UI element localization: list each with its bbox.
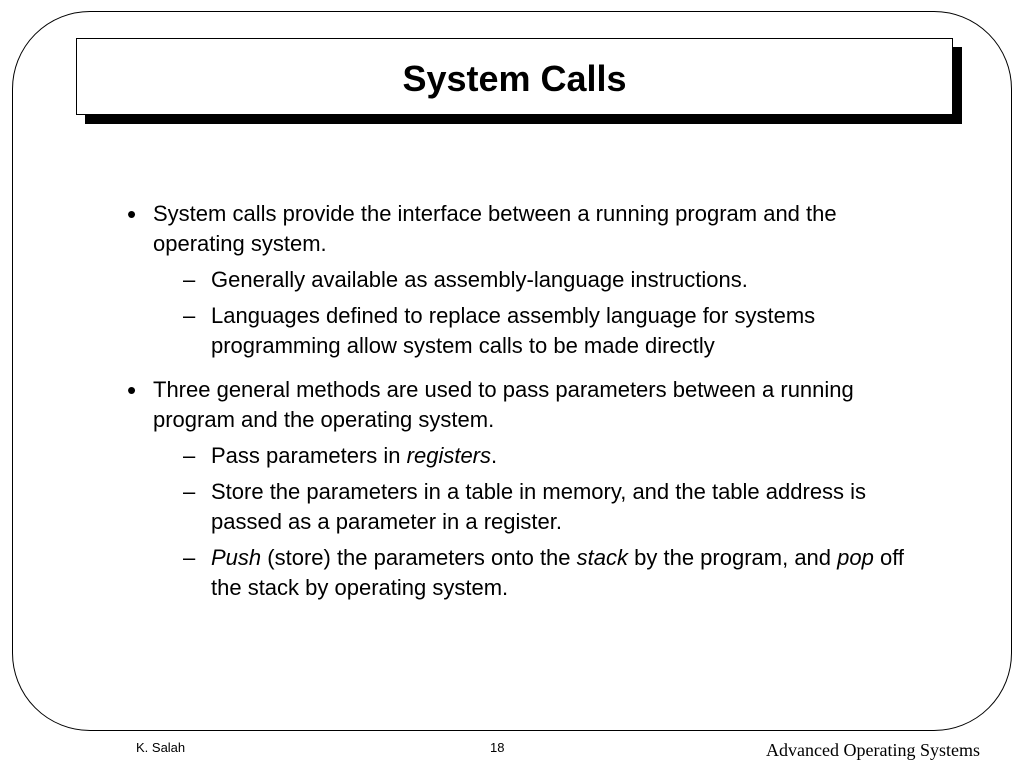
dash-icon: – [183,267,196,292]
sub-bullet-text: Languages defined to replace assembly language for systems programming allow system calls to be made directly [211,303,816,358]
sub-bullet-item [125,477,905,537]
bullet-item [125,199,905,259]
sub-bullet-item [125,265,905,295]
sub-bullet-text-emphasis: pop [837,545,874,570]
footer-author: K. Salah [136,740,186,755]
sub-bullet-text-part: Pass parameters in [211,443,407,468]
title-box [76,38,953,115]
dash-icon: – [183,303,196,328]
sub-bullet-text-emphasis: registers [406,443,491,468]
slide-title: System Calls [402,57,627,99]
dash-icon: – [183,479,196,504]
bullet-dot-icon: • [127,199,137,229]
bullet-block-1 [125,199,905,361]
sub-bullet-text-part: . [491,443,498,468]
sub-bullet-item [125,543,905,603]
bullet-text: System calls provide the interface between a running program and the operating system. [153,201,837,256]
sub-bullet-text-emphasis: stack [576,545,629,570]
bullet-text: Three general methods are used to pass parameters between a running program and the operating system. [153,377,854,432]
sub-bullet-text-part: by the program, and [628,545,838,570]
sub-bullet-text: Generally available as assembly-language instructions. [211,267,748,292]
dash-icon: – [183,545,196,570]
sub-bullet-text-part: off the stack by operating system. [211,545,905,600]
sub-bullet-item [125,301,905,361]
footer-course-title: Advanced Operating Systems [766,740,980,760]
bullet-dot-icon: • [127,375,137,405]
footer-page-number: 18 [490,740,505,755]
sub-bullet-text: Store the parameters in a table in memory, and the table address is passed as a parameter in a register. [211,479,867,534]
bullet-block-2 [125,375,905,603]
sub-bullet-text-emphasis: Push [211,545,262,570]
dash-icon: – [183,443,196,468]
sub-bullet-text-part: (store) the parameters onto the [261,545,577,570]
slide-content [125,199,905,617]
bullet-item [125,375,905,435]
sub-bullet-item [125,441,905,471]
